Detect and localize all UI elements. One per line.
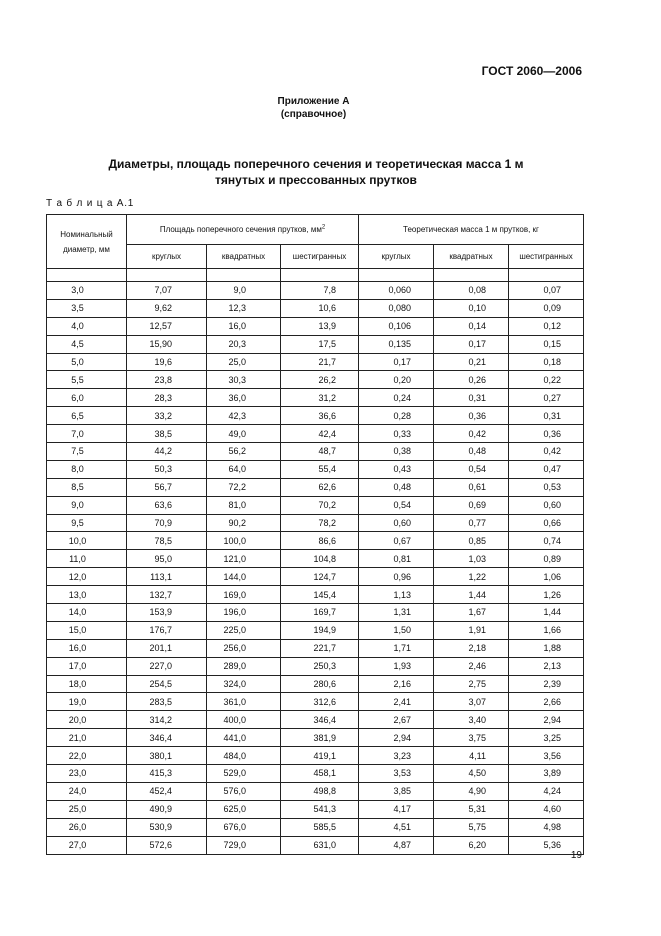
table-row	[47, 496, 584, 514]
cell-mass-square: 2,18	[434, 639, 509, 657]
cell-mass-round: 3,53	[359, 765, 434, 783]
cell-mass-hex: 0,47	[509, 460, 584, 478]
cell-area-hex: 55,4	[281, 460, 359, 478]
table-row	[47, 639, 584, 657]
cell-area-square: 42,3	[207, 407, 281, 425]
header-area-text: Площадь поперечного сечения прутков, мм	[159, 225, 322, 234]
cell-area-square: 49,0	[207, 425, 281, 443]
cell-mass-round: 1,31	[359, 604, 434, 622]
cell-mass-hex: 2,94	[509, 711, 584, 729]
cell-mass-hex: 3,56	[509, 747, 584, 765]
cell-area-square: 676,0	[207, 818, 281, 836]
cell-area-hex: 346,4	[281, 711, 359, 729]
cell-mass-square: 0,36	[434, 407, 509, 425]
cell-area-square: 72,2	[207, 478, 281, 496]
cell-diameter: 8,5	[47, 478, 127, 496]
table-row	[47, 299, 584, 317]
cell-mass-square: 3,07	[434, 693, 509, 711]
cell-mass-hex: 0,66	[509, 514, 584, 532]
cell-area-round: 44,2	[127, 443, 207, 461]
cell-diameter: 9,5	[47, 514, 127, 532]
cell-area-square: 144,0	[207, 568, 281, 586]
cell-mass-hex: 0,12	[509, 317, 584, 335]
document-title	[0, 156, 632, 188]
cell-diameter: 14,0	[47, 604, 127, 622]
cell-area-round: 12,57	[127, 317, 207, 335]
appendix-type: (справочное)	[280, 109, 347, 120]
cell-area-square: 64,0	[207, 460, 281, 478]
table-row	[47, 800, 584, 818]
cell-mass-square: 0,77	[434, 514, 509, 532]
cell-mass-round: 0,67	[359, 532, 434, 550]
cell-diameter: 6,0	[47, 389, 127, 407]
cell-diameter: 11,0	[47, 550, 127, 568]
table-row	[47, 371, 584, 389]
cell-area-hex: 62,6	[281, 478, 359, 496]
table-row	[47, 460, 584, 478]
cell-area-hex: 21,7	[281, 353, 359, 371]
cell-mass-square: 1,44	[434, 586, 509, 604]
cell-mass-round: 4,17	[359, 800, 434, 818]
cell-diameter: 17,0	[47, 657, 127, 675]
table-row	[47, 514, 584, 532]
cell-mass-round: 0,080	[359, 299, 434, 317]
cell-mass-round: 1,71	[359, 639, 434, 657]
cell-mass-hex: 1,66	[509, 621, 584, 639]
cell-area-square: 100,0	[207, 532, 281, 550]
cell-area-square: 256,0	[207, 639, 281, 657]
cell-mass-square: 4,11	[434, 747, 509, 765]
table-row	[47, 586, 584, 604]
cell-area-hex: 194,9	[281, 621, 359, 639]
cell-mass-square: 0,31	[434, 389, 509, 407]
table-row	[47, 443, 584, 461]
cell-area-hex: 419,1	[281, 747, 359, 765]
cell-mass-hex: 4,24	[509, 782, 584, 800]
table-body	[47, 269, 584, 855]
cell-area-square: 20,3	[207, 335, 281, 353]
cell-mass-hex: 0,89	[509, 550, 584, 568]
cell-mass-round: 0,54	[359, 496, 434, 514]
cell-area-hex: 221,7	[281, 639, 359, 657]
cell-area-hex: 312,6	[281, 693, 359, 711]
cell-mass-round: 0,28	[359, 407, 434, 425]
cell-area-round: 38,5	[127, 425, 207, 443]
cell-area-square: 169,0	[207, 586, 281, 604]
cell-diameter: 18,0	[47, 675, 127, 693]
cell-mass-hex: 1,88	[509, 639, 584, 657]
cell-mass-round: 0,24	[359, 389, 434, 407]
cell-area-hex: 280,6	[281, 675, 359, 693]
cell-mass-hex: 4,98	[509, 818, 584, 836]
cell-area-hex: 169,7	[281, 604, 359, 622]
cell-area-square: 121,0	[207, 550, 281, 568]
cell-mass-round: 0,38	[359, 443, 434, 461]
cell-area-round: 176,7	[127, 621, 207, 639]
cell-area-round: 415,3	[127, 765, 207, 783]
cell-diameter: 5,5	[47, 371, 127, 389]
cell-area-round: 28,3	[127, 389, 207, 407]
table-row	[47, 478, 584, 496]
cell-area-square: 441,0	[207, 729, 281, 747]
cell-mass-square: 4,90	[434, 782, 509, 800]
cell-area-square: 56,2	[207, 443, 281, 461]
cell-diameter: 24,0	[47, 782, 127, 800]
cell-area-square: 625,0	[207, 800, 281, 818]
data-table	[46, 214, 584, 855]
cell-area-square: 324,0	[207, 675, 281, 693]
cell-mass-square: 0,14	[434, 317, 509, 335]
cell-area-square: 576,0	[207, 782, 281, 800]
cell-mass-hex: 0,07	[509, 282, 584, 300]
cell-diameter: 7,5	[47, 443, 127, 461]
cell-mass-square: 0,61	[434, 478, 509, 496]
cell-mass-round: 1,50	[359, 621, 434, 639]
title-line-1: Диаметры, площадь поперечного сечения и теоретическая масса 1 м	[108, 157, 524, 171]
cell-area-round: 113,1	[127, 568, 207, 586]
cell-diameter: 8,0	[47, 460, 127, 478]
cell-area-round: 95,0	[127, 550, 207, 568]
cell-mass-hex: 0,42	[509, 443, 584, 461]
table-row	[47, 747, 584, 765]
cell-area-round: 452,4	[127, 782, 207, 800]
cell-mass-square: 4,50	[434, 765, 509, 783]
cell-area-square: 225,0	[207, 621, 281, 639]
cell-area-hex: 631,0	[281, 836, 359, 854]
table-row	[47, 335, 584, 353]
cell-area-hex: 458,1	[281, 765, 359, 783]
cell-mass-round: 2,16	[359, 675, 434, 693]
cell-mass-square: 0,26	[434, 371, 509, 389]
cell-area-round: 132,7	[127, 586, 207, 604]
cell-diameter: 9,0	[47, 496, 127, 514]
cell-area-square: 36,0	[207, 389, 281, 407]
header-sub: шестигранных	[281, 245, 359, 269]
cell-mass-round: 0,135	[359, 335, 434, 353]
cell-area-round: 227,0	[127, 657, 207, 675]
cell-area-square: 529,0	[207, 765, 281, 783]
cell-mass-hex: 0,36	[509, 425, 584, 443]
cell-area-hex: 381,9	[281, 729, 359, 747]
cell-mass-square: 0,48	[434, 443, 509, 461]
cell-diameter: 25,0	[47, 800, 127, 818]
cell-area-square: 9,0	[207, 282, 281, 300]
cell-area-round: 490,9	[127, 800, 207, 818]
cell-area-square: 196,0	[207, 604, 281, 622]
header-gap-row	[47, 269, 584, 282]
cell-mass-square: 3,40	[434, 711, 509, 729]
table-row	[47, 675, 584, 693]
header-mass-group: Теоретическая масса 1 м прутков, кг	[359, 215, 584, 245]
table-row	[47, 568, 584, 586]
cell-mass-round: 0,43	[359, 460, 434, 478]
cell-diameter: 4,5	[47, 335, 127, 353]
cell-diameter: 20,0	[47, 711, 127, 729]
cell-mass-hex: 3,89	[509, 765, 584, 783]
cell-mass-hex: 2,13	[509, 657, 584, 675]
cell-mass-square: 5,75	[434, 818, 509, 836]
cell-diameter: 6,5	[47, 407, 127, 425]
table-caption: Т а б л и ц а А.1	[46, 198, 135, 209]
cell-mass-square: 0,21	[434, 353, 509, 371]
cell-mass-round: 0,96	[359, 568, 434, 586]
table-row	[47, 836, 584, 854]
cell-area-round: 283,5	[127, 693, 207, 711]
header-sub: круглых	[127, 245, 207, 269]
table-row	[47, 729, 584, 747]
cell-mass-round: 2,94	[359, 729, 434, 747]
cell-mass-hex: 1,44	[509, 604, 584, 622]
cell-area-hex: 31,2	[281, 389, 359, 407]
cell-area-square: 12,3	[207, 299, 281, 317]
table-row	[47, 621, 584, 639]
cell-mass-hex: 2,66	[509, 693, 584, 711]
cell-area-hex: 585,5	[281, 818, 359, 836]
cell-mass-square: 0,85	[434, 532, 509, 550]
cell-area-hex: 104,8	[281, 550, 359, 568]
cell-mass-square: 1,91	[434, 621, 509, 639]
cell-mass-hex: 1,26	[509, 586, 584, 604]
cell-mass-round: 1,93	[359, 657, 434, 675]
cell-area-square: 484,0	[207, 747, 281, 765]
header-sub: шестигранных	[509, 245, 584, 269]
cell-area-hex: 36,6	[281, 407, 359, 425]
title-line-2: тянутых и прессованных прутков	[215, 173, 417, 187]
cell-diameter: 19,0	[47, 693, 127, 711]
cell-area-round: 19,6	[127, 353, 207, 371]
cell-mass-round: 0,17	[359, 353, 434, 371]
cell-area-square: 90,2	[207, 514, 281, 532]
cell-area-square: 729,0	[207, 836, 281, 854]
cell-mass-round: 0,48	[359, 478, 434, 496]
header-sub: квадратных	[434, 245, 509, 269]
cell-area-hex: 13,9	[281, 317, 359, 335]
cell-area-hex: 145,4	[281, 586, 359, 604]
cell-mass-square: 2,75	[434, 675, 509, 693]
cell-area-hex: 17,5	[281, 335, 359, 353]
cell-mass-round: 3,85	[359, 782, 434, 800]
cell-area-round: 530,9	[127, 818, 207, 836]
page-number: 19	[570, 850, 582, 861]
appendix-title: Приложение А	[277, 96, 350, 107]
cell-diameter: 3,5	[47, 299, 127, 317]
cell-mass-round: 2,67	[359, 711, 434, 729]
cell-area-round: 314,2	[127, 711, 207, 729]
table-row	[47, 282, 584, 300]
table-row	[47, 657, 584, 675]
table-row	[47, 765, 584, 783]
header-sub: круглых	[359, 245, 434, 269]
cell-mass-hex: 0,74	[509, 532, 584, 550]
cell-mass-round: 0,33	[359, 425, 434, 443]
cell-area-square: 400,0	[207, 711, 281, 729]
table-row	[47, 818, 584, 836]
cell-mass-square: 0,42	[434, 425, 509, 443]
cell-mass-round: 1,13	[359, 586, 434, 604]
cell-area-square: 361,0	[207, 693, 281, 711]
table-row	[47, 353, 584, 371]
cell-mass-square: 0,54	[434, 460, 509, 478]
cell-diameter: 5,0	[47, 353, 127, 371]
cell-diameter: 26,0	[47, 818, 127, 836]
cell-area-round: 78,5	[127, 532, 207, 550]
cell-area-round: 23,8	[127, 371, 207, 389]
cell-mass-hex: 5,36	[509, 836, 584, 854]
header-sub: квадратных	[207, 245, 281, 269]
cell-mass-hex: 0,18	[509, 353, 584, 371]
cell-mass-round: 0,106	[359, 317, 434, 335]
cell-area-round: 9,62	[127, 299, 207, 317]
cell-diameter: 16,0	[47, 639, 127, 657]
cell-area-hex: 78,2	[281, 514, 359, 532]
cell-area-round: 380,1	[127, 747, 207, 765]
cell-mass-hex: 4,60	[509, 800, 584, 818]
cell-mass-round: 4,51	[359, 818, 434, 836]
cell-area-hex: 48,7	[281, 443, 359, 461]
cell-mass-square: 3,75	[434, 729, 509, 747]
cell-mass-round: 0,81	[359, 550, 434, 568]
cell-area-round: 50,3	[127, 460, 207, 478]
cell-area-round: 254,5	[127, 675, 207, 693]
cell-diameter: 13,0	[47, 586, 127, 604]
cell-mass-square: 0,08	[434, 282, 509, 300]
cell-diameter: 4,0	[47, 317, 127, 335]
table-row	[47, 604, 584, 622]
cell-mass-hex: 0,09	[509, 299, 584, 317]
cell-area-hex: 498,8	[281, 782, 359, 800]
cell-mass-hex: 0,60	[509, 496, 584, 514]
cell-mass-round: 3,23	[359, 747, 434, 765]
cell-diameter: 12,0	[47, 568, 127, 586]
cell-mass-hex: 0,22	[509, 371, 584, 389]
cell-mass-square: 1,67	[434, 604, 509, 622]
cell-mass-square: 0,10	[434, 299, 509, 317]
standard-code: ГОСТ 2060—2006	[481, 64, 582, 78]
header-nominal-diameter: Номинальный диаметр, мм	[47, 215, 127, 269]
table-row	[47, 317, 584, 335]
cell-area-square: 25,0	[207, 353, 281, 371]
cell-mass-square: 5,31	[434, 800, 509, 818]
cell-area-hex: 70,2	[281, 496, 359, 514]
cell-mass-hex: 2,39	[509, 675, 584, 693]
cell-mass-square: 6,20	[434, 836, 509, 854]
cell-mass-round: 0,060	[359, 282, 434, 300]
cell-mass-round: 2,41	[359, 693, 434, 711]
cell-diameter: 27,0	[47, 836, 127, 854]
cell-diameter: 10,0	[47, 532, 127, 550]
cell-area-hex: 541,3	[281, 800, 359, 818]
table-row	[47, 532, 584, 550]
cell-diameter: 23,0	[47, 765, 127, 783]
cell-area-hex: 26,2	[281, 371, 359, 389]
cell-diameter: 7,0	[47, 425, 127, 443]
cell-diameter: 15,0	[47, 621, 127, 639]
cell-diameter: 21,0	[47, 729, 127, 747]
cell-mass-square: 0,69	[434, 496, 509, 514]
cell-area-round: 153,9	[127, 604, 207, 622]
cell-mass-square: 0,17	[434, 335, 509, 353]
cell-area-round: 201,1	[127, 639, 207, 657]
cell-area-round: 63,6	[127, 496, 207, 514]
cell-mass-hex: 0,15	[509, 335, 584, 353]
cell-mass-round: 4,87	[359, 836, 434, 854]
cell-mass-hex: 0,53	[509, 478, 584, 496]
cell-area-square: 289,0	[207, 657, 281, 675]
header-area-group	[127, 215, 359, 245]
cell-area-hex: 10,6	[281, 299, 359, 317]
cell-area-round: 7,07	[127, 282, 207, 300]
cell-area-square: 16,0	[207, 317, 281, 335]
table-row	[47, 693, 584, 711]
cell-area-round: 346,4	[127, 729, 207, 747]
cell-mass-square: 1,22	[434, 568, 509, 586]
cell-area-round: 572,6	[127, 836, 207, 854]
cell-mass-hex: 0,27	[509, 389, 584, 407]
cell-area-hex: 86,6	[281, 532, 359, 550]
cell-area-hex: 124,7	[281, 568, 359, 586]
cell-area-square: 30,3	[207, 371, 281, 389]
cell-mass-hex: 0,31	[509, 407, 584, 425]
cell-area-round: 56,7	[127, 478, 207, 496]
cell-mass-hex: 3,25	[509, 729, 584, 747]
table-row	[47, 425, 584, 443]
header-area-sup: 2	[321, 224, 326, 231]
cell-area-hex: 42,4	[281, 425, 359, 443]
cell-mass-round: 0,20	[359, 371, 434, 389]
cell-area-hex: 7,8	[281, 282, 359, 300]
cell-area-round: 33,2	[127, 407, 207, 425]
table-row	[47, 389, 584, 407]
cell-mass-square: 2,46	[434, 657, 509, 675]
table-row	[47, 782, 584, 800]
cell-mass-hex: 1,06	[509, 568, 584, 586]
cell-mass-round: 0,60	[359, 514, 434, 532]
table-row	[47, 711, 584, 729]
cell-diameter: 3,0	[47, 282, 127, 300]
appendix-heading	[0, 95, 627, 121]
cell-area-square: 81,0	[207, 496, 281, 514]
cell-area-round: 15,90	[127, 335, 207, 353]
cell-area-round: 70,9	[127, 514, 207, 532]
cell-diameter: 22,0	[47, 747, 127, 765]
cell-area-hex: 250,3	[281, 657, 359, 675]
table-row	[47, 407, 584, 425]
cell-mass-square: 1,03	[434, 550, 509, 568]
table-row	[47, 550, 584, 568]
